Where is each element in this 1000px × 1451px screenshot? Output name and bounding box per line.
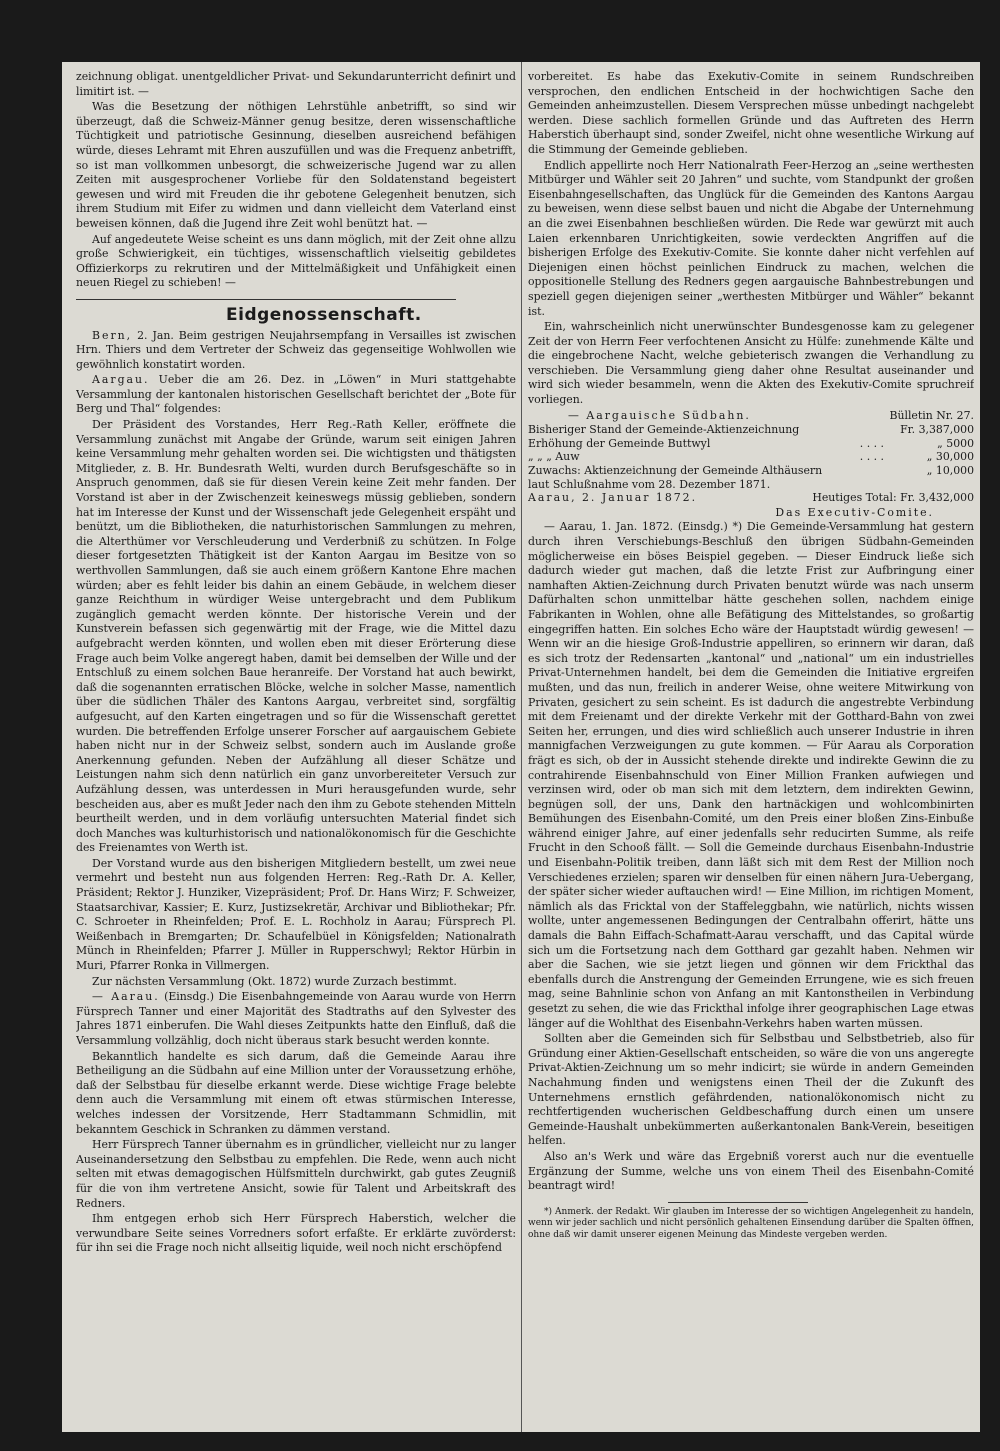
bulletin-row (528, 464, 974, 478)
bulletin-header (528, 409, 974, 424)
bulletin-amount: „ 10,000 (926, 464, 974, 478)
news-text: 2. Jan. Beim gestrigen Neujahrsempfang in Versailles ist zwischen Hrn. Thiers und dem Vertreter der Schweiz das gegenseitige Wohlwollen wie gewöhnlich konstatirt worden. (76, 328, 516, 371)
bulletin-title: — Aargauische Südbahn. (568, 408, 751, 422)
bulletin-amount: „ 5000 (937, 436, 974, 450)
bulletin-dots: . . . . (859, 436, 884, 450)
bulletin-dots: . . . . (859, 450, 884, 464)
column-divider (521, 62, 522, 1432)
section-rule (76, 299, 456, 300)
right-column (528, 70, 974, 1422)
footnote: *) Anmerk. der Redakt. Wir glauben im Interesse der so wichtigen Angelegenheit zu handeln, wenn wir jeder sachlich und nicht persönlich gehaltenen Einsendung darüber die Spalten öffnen, ohne daß wir damit unserer eigenen Meinung das Mindeste vergeben werden. (528, 1206, 974, 1240)
paragraph: Endlich appellirte noch Herr Nationalrath Feer-Herzog an „seine werthesten Mitbürger und Wähler seit 20 Jahren“ und suchte, vom Standpunkt der großen Eisenbahngesellschaften, das Unglück für die Gemeinden des Kantons Aargau zu beweisen, wenn diese selbst bauen und nicht die Abgabe der Unternehmung an die zwei Eisenbahnen beschließen würden. Die Rede war gewürzt mit auch Laien erkennbaren Unrichtigkeiten, sowie verdeckten Angriffen auf die bisherigen Erfolge des Exekutiv-Comite. Sie konnte daher nicht verfehlen auf Diejenigen einen höchst peinlichen Eindruck zu machen, welchen die oppositionelle Stellung des Redners gegen aargauische Bahnbestrebungen und speziell gegen diejenigen seiner „werthesten Mitbürger und Wähler“ bekannt ist. (528, 158, 974, 318)
paragraph: — Aarau, 1. Jan. 1872. (Einsdg.) *) Die Gemeinde-Versammlung hat gestern durch ihren Verschiebungs-Beschluß den übrigen Südbahn-Gemeinden möglicherweise ein böses Beispiel gegeben. — Dieser Eindruck ließe sich dadurch wieder gut machen, daß die letzte Frist zur Aufbringung einer namhaften Aktien-Zeichnung durch Privaten benutzt würde was nach unserm Dafürhalten schon unmittelbar hätte geschehen sollen, nachdem einige Fabrikanten in Wohlen, ohne alle Befätigung des Mittelstandes, so großartig eingegriffen hatten. Ein solches Echo wäre der Hauptstadt würdig gewesen! — Wenn wir an die hiesige Groß-Industrie appelliren, so erinnern wir daran, daß es sich trotz der Redensarten „kantonal“ und „national“ um ein industrielles Privat-Unternehmen handelt, bei dem die Gemeinden die Initiative ergreifen mußten, und das nun, freilich in anderer Weise, ohne weitere Mitwirkung von Privaten, gesichert zu sein scheint. Es ist dadurch die angestrebte Verbindung mit dem Freienamt und der direkte Verkehr mit der Gotthard-Bahn von zwei Seiten her, errungen, und dies wird schließlich auch unserer Industrie in ihren mannigfachen Verzweigungen zu gute kommen. — Für Aarau als Corporation frägt es sich, ob der in Aussicht stehende direkte und indirekte Gewinn die zu contrahirende Eisenbahnschuld von Einer Million Franken aufwiegen und verzinsen wird, oder ob man sich mit dem letztern, dem indirekten Gewinn, begnügen soll, der uns, Dank den hartnäckigen und wohlcombinirten Bemühungen des Eisenbahn-Comité, um den Preis einer bloßen Zins-Einbuße während einiger Jahre, auf einer jedenfalls sehr reducirten Summe, als reife Frucht in den Schooß fällt. — Soll die Gemeinde durchaus Eisenbahn-Industrie und Eisenbahn-Politik treiben, dann läßt sich mit dem Rest der Million noch Verschiedenes erzielen; sparen wir denselben für einen nähern Jura-Uebergang, der später sicher wieder auftauchen wird! — Eine Million, im richtigen Moment, nämlich als das Fricktal von der Staffeleggbahn, wie natürlich, nichts wissen wollte, unter angemessenen Bedingungen der Centralbahn offerirt, hätte uns damals die Bahn Eiffach-Schafmatt-Aarau verschafft, und das Capital würde sich um die Fortsetzung nach dem Gotthard gar gezahlt haben. Nehmen wir aber die Sachen, wie sie jetzt liegen und gönnen wir dem Frickthal das ebenfalls durch die Anstrengung der Gemeinden Errungene, wie es sich freuen mag, seine Bahnlinie schon von Anfang an mit Kantonstheilen in Verbindung gesetzt zu sehen, die wie das Frickthal infolge ihrer geographischen Lage etwas länger auf die Wohlthat des Eisenbahn-Verkehrs haben warten müssen. (528, 520, 974, 1030)
paragraph: Bekanntlich handelte es sich darum, daß die Gemeinde Aarau ihre Betheiligung an die Südbahn auf eine Million unter der Voraussetzung erhöhe, daß der Selbstbau für dieselbe erkannt werde. Diese wichtige Frage belebte denn auch die Versammlung mit einem oft etwas stürmischen Interesse, welches indessen der Vorsitzende, Herr Stadtammann Schmidlin, mit bekanntem Geschick in Schranken zu dämmen verstand. (76, 1049, 516, 1136)
bulletin-label: Erhöhung der Gemeinde Buttwyl (528, 436, 711, 450)
news-item-aarau (76, 990, 516, 1048)
bulletin-label: Bisheriger Stand der Gemeinde-Aktienzeichnung (528, 423, 800, 437)
paragraph: Auf angedeutete Weise scheint es uns dann möglich, mit der Zeit ohne allzu große Schwierigkeit, ein tüchtiges, wissenschaftlich vielseitig gebildetes Offizierkorps zu rekrutiren und der Mittelmäßigkeit und Unfähigkeit einen neuen Riegel zu schieben! — (76, 232, 516, 290)
paragraph: Herr Fürsprech Tanner übernahm es in gründlicher, vielleicht nur zu langer Auseinandersetzung den Selbstbau zu empfehlen. Die Rede, wenn auch nicht selten mit etwas demagogischen Hülfsmitteln durchwirkt, gab gutes Zeugniß für die von ihm vertretene Ansicht, sowie für Talent und Arbeitskraft des Redners. (76, 1138, 516, 1210)
paragraph: Also an's Werk und wäre das Ergebniß vorerst auch nur die eventuelle Ergänzung der Summe, welche uns von einem Theil des Eisenbahn-Comité beantragt wird! (528, 1149, 974, 1193)
paragraph: Ein, wahrscheinlich nicht unerwünschter Bundesgenosse kam zu gelegener Zeit der von Herrn Feer verfochtenen Ansicht zu Hülfe: zunehmende Kälte und die eingebrochene Nacht, welche gebieterisch zwangen die Verhandlung zu verschieben. Die Versammlung gieng daher ohne Resultat auseinander und wird sich wieder besammeln, wenn die Akten des Exekutiv-Comite spruchreif vorliegen. (528, 320, 974, 407)
bulletin-dots (824, 423, 884, 437)
news-text: Ueber die am 26. Dez. in „Löwen“ in Muri stattgehabte Versammlung der kantonalen historischen Gesellschaft berichtet der „Bote für Berg und Thal“ folgendes: (76, 373, 516, 416)
footnote-rule (668, 1202, 808, 1203)
paragraph: Sollten aber die Gemeinden sich für Selbstbau und Selbstbetrieb, also für Gründung einer Aktien-Gesellschaft entscheiden, so wäre die von uns angeregte Privat-Aktien-Zeichnung um so mehr indicirt; sie würde in andern Gemeinden Nachahmung finden und wenigstens einen Theil der die Zukunft des Unternehmens ernstlich gefährdenden, nationalökonomisch nicht zu rechtfertigenden wucherischen Geldbeschaffung durch einen um unsere Gemeinde-Haushalt unbekümmerten außerkantonalen Bank-Verein, beseitigen helfen. (528, 1032, 974, 1148)
dateline-place: Bern, (92, 328, 133, 342)
paragraph: Der Präsident des Vorstandes, Herr Reg.-Rath Keller, eröffnete die Versammlung zunächst mit Angabe der Gründe, warum seit einigen Jahren keine Versammlung mehr gehalten worden sei. Die wichtigsten und thätigsten Mitglieder, z. B. Hr. Bundesrath Welti, wurden durch Berufsgeschäfte so in Anspruch genommen, daß sie für diesen Verein keine Zeit mehr fanden. Der Vorstand ist aber in der Zwischenzeit keineswegs müssig geblieben, sondern hat im Interesse der Kunst und der Wissenschaft jede Gelegenheit erspäht und benützt, um die Bibliotheken, die naturhistorischen Sammlungen zu mehren, die Alterthümer vor Verschleuderung und Verderbniß zu schützen. In Folge dieser fortgesetzten Thätigkeit ist der Kanton Aargau im Besitze von so werthvollen Sammlungen, daß sie auch einem größern Kantone Ehre machen würden; aber es fehlt leider bis dahin an einem Gebäude, in welchem dieser ganze Reichthum in würdiger Weise untergebracht und dem Publikum zugänglich gemacht werden könnte. Der historische Verein und der Kunstverein befassen sich gegenwärtig mit der Frage, wie die Mittel dazu aufgebracht werden könnten, und wollen eben mit dieser Erörterung diese Frage auch beim Volke angeregt haben, damit bei demselben der Wille und der Entschluß zu einem solchen Baue heranreife. Der Vorstand hat auch bewirkt, daß die sogenannten erratischen Blöcke, welche in solcher Masse, namentlich über die südlichen Thäler des Kantons Aargau, verbreitet sind, sorgfältig aufgesucht, auf den Karten eingetragen und so für die Wissenschaft gerettet wurden. Die betreffenden Erfolge unserer Forscher auf aargauischem Gebiete haben nicht nur in der Schweiz selbst, sondern auch im Auslande große Anerkennung gefunden. Neben der Aufzählung all dieser Schätze und Leistungen nahm sich denn natürlich ein ganz unvorbereiteter Versuch zur Aufzählung dessen, was unterdessen in Muri herausgefunden wurde, sehr bescheiden aus, aber es mußt Jeder nach den ihm zu Gebote stehenden Mitteln beurtheilt werden, und in dem vorläufig untersuchten Material findet sich doch Manches was kulturhistorisch und nationalökonomisch für die Geschichte des Freienamtes von Werth ist. (76, 418, 516, 855)
bulletin-label: laut Schlußnahme vom 28. Dezember 1871. (528, 477, 771, 491)
news-item-aargau (76, 373, 516, 417)
news-text: (Einsdg.) Die Eisenbahngemeinde von Aarau wurde von Herrn Fürsprech Tanner und einer Majorität des Stadtraths auf den Sylvester des Jahres 1871 einberufen. Die Wahl dieses Zeitpunkts hatte den Einfluß, daß die Versammlung vollzählig, doch nicht überaus stark besucht werden konnte. (76, 990, 516, 1047)
paragraph: zeichnung obligat. unentgeldlicher Privat- und Sekundarunterricht definirt und limitirt ist. — (76, 70, 516, 98)
paragraph: Was die Besetzung der nöthigen Lehrstühle anbetrifft, so sind wir überzeugt, daß die Schweiz-Männer genug besitze, deren wissenschaftliche Tüchtigkeit und patriotische Gesinnung, dieselben ausreichend befähigen würde, dieses Lehramt mit Ehren auszufüllen und was die Frequenz anbetrifft, so ist man vollkommen unbesorgt, die schweizerische Jugend war zu allen Zeiten mit ausgesprochener Vorliebe für den Soldatenstand begeistert gewesen und wird mit Freuden die ihr gebotene Gelegenheit benutzen, sich ihrem Studium mit Eifer zu widmen und dann vielleicht dem Vaterland einst beweisen können, daß die Jugend ihre Zeit wohl benützt hat. — (76, 100, 516, 230)
section-heading: Eidgenossenschaft. (226, 304, 422, 325)
bulletin-row (528, 450, 974, 464)
bulletin-label: Zuwachs: Aktienzeichnung der Gemeinde Althäusern (528, 464, 823, 478)
paragraph: Ihm entgegen erhob sich Herr Fürsprech Haberstich, welcher die verwundbare Seite seines Vorredners sofort erfaßte. Er erklärte zuvörderst: für ihn sei die Frage noch nicht allseitig liquide, weil noch nicht erschöpfend (76, 1212, 516, 1255)
news-item-bern (76, 329, 516, 373)
dateline-place: Aargau. (92, 373, 150, 387)
bulletin-row (528, 478, 974, 492)
dateline-place: — Aarau. (92, 990, 160, 1004)
paragraph: vorbereitet. Es habe das Exekutiv-Comite in seinem Rundschreiben versprochen, den endlichen Entscheid in der hochwichtigen Sache den Gemeinden anheimzustellen. Diesem Versprechen müsse unbedingt nachgelebt werden. Diese sachlich formellen Gründe und das Auftreten des Herrn Haberstich überhaupt sind, sonder Zweifel, nicht ohne wesentliche Wirkung auf die Stimmung der Gemeinde geblieben. (528, 70, 974, 156)
paragraph: Zur nächsten Versammlung (Okt. 1872) wurde Zurzach bestimmt. (92, 974, 457, 988)
bulletin-place-date: Aarau, 2. Januar 1872. (528, 491, 698, 505)
bulletin-table (528, 423, 974, 491)
bulletin-row (528, 437, 974, 451)
bulletin-row (528, 423, 974, 437)
bulletin-amount (884, 478, 974, 492)
bulletin-dots (824, 464, 884, 478)
left-column (76, 70, 516, 1422)
newspaper-page (62, 62, 980, 1432)
bulletin-footer (528, 491, 974, 506)
bulletin-dots (824, 478, 884, 492)
bulletin-total: Heutiges Total: Fr. 3,432,000 (812, 491, 974, 505)
bulletin-number: Bülletin Nr. 27. (889, 408, 974, 422)
bulletin-amount: „ 30,000 (926, 450, 974, 464)
paragraph: Der Vorstand wurde aus den bisherigen Mitgliedern bestellt, um zwei neue vermehrt und besteht nun aus folgenden Herren: Reg.-Rath Dr. A. Keller, Präsident; Rektor J. Hunziker, Vizepräsident; Prof. Dr. Hans Wirz; F. Schweizer, Staatsarchivar, Kassier; E. Kurz, Justizsekretär, Archivar und Bibliothekar; Pfr. C. Schroeter in Rheinfelden; Prof. E. L. Rochholz in Aarau; Fürsprech Pl. Weißenbach in Bremgarten; Dr. Schaufelbüel in Königsfelden; Nationalrath Münch in Rheinfelden; Pfarrer J. Müller in Rupperschwyl; Rektor Hürbin in Muri, Pfarrer Ronka in Villmergen. (76, 856, 516, 973)
bulletin-amount: Fr. 3,387,000 (900, 423, 974, 437)
bulletin-signature: Das Executiv-Comite. (775, 505, 934, 519)
bulletin-label: „ „ „ Auw (528, 450, 580, 464)
